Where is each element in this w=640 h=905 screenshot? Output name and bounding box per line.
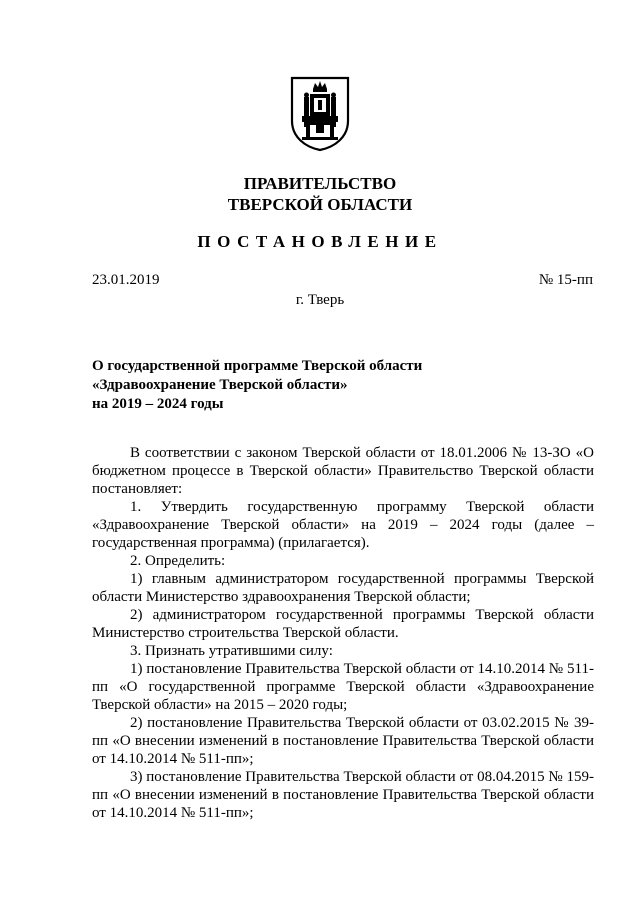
body-paragraph: 1. Утвердить государственную программу Тверской области «Здравоохранение Тверской области» на 2019 – 2024 годы (далее – государственная программа) (прилагается). [92, 499, 594, 551]
tver-coat-of-arms-icon [289, 75, 351, 152]
document-type: ПОСТАНОВЛЕНИЕ [197, 232, 443, 251]
body-paragraph: 1) главным администратором государственной программы Тверской области Министерство здравоохранения Тверской области; [92, 571, 594, 605]
body-paragraph: В соответствии с законом Тверской области от 18.01.2006 № 13-ЗО «О бюджетном процессе в Тверской области» Правительство Тверской области постановляет: [92, 445, 594, 497]
document-date: 23.01.2019 [92, 272, 160, 288]
body-paragraph: 2. Определить: [130, 553, 226, 569]
document-body [92, 444, 594, 822]
document-number: № 15-пп [538, 272, 593, 288]
body-paragraph: 3. Признать утратившими силу: [130, 643, 333, 659]
subject-line: на 2019 – 2024 годы [92, 396, 224, 412]
subject-line: О государственной программе Тверской области [92, 358, 423, 374]
subject-line: «Здравоохранение Тверской области» [92, 377, 348, 393]
document-city: г. Тверь [295, 292, 345, 308]
body-paragraph: 1) постановление Правительства Тверской области от 14.10.2014 № 511-пп «О государственной программе Тверской области «Здравоохранение Тверской области» на 2015 – 2020 годы; [92, 661, 594, 713]
body-paragraph: 2) постановление Правительства Тверской области от 03.02.2015 № 39-пп «О внесении изменений в постановление Правительства Тверской области от 14.10.2014 № 511-пп»; [92, 715, 594, 767]
government-name-line1: ПРАВИТЕЛЬСТВО [243, 174, 397, 193]
body-paragraph: 3) постановление Правительства Тверской области от 08.04.2015 № 159-пп «О внесении изменений в постановление Правительства Тверской области от 14.10.2014 № 511-пп»; [92, 769, 594, 821]
body-paragraph: 2) администратором государственной программы Тверской области Министерство строительства Тверской области. [92, 607, 594, 641]
government-name-line2: ТВЕРСКОЙ ОБЛАСТИ [227, 195, 413, 214]
document-subject [92, 357, 422, 414]
